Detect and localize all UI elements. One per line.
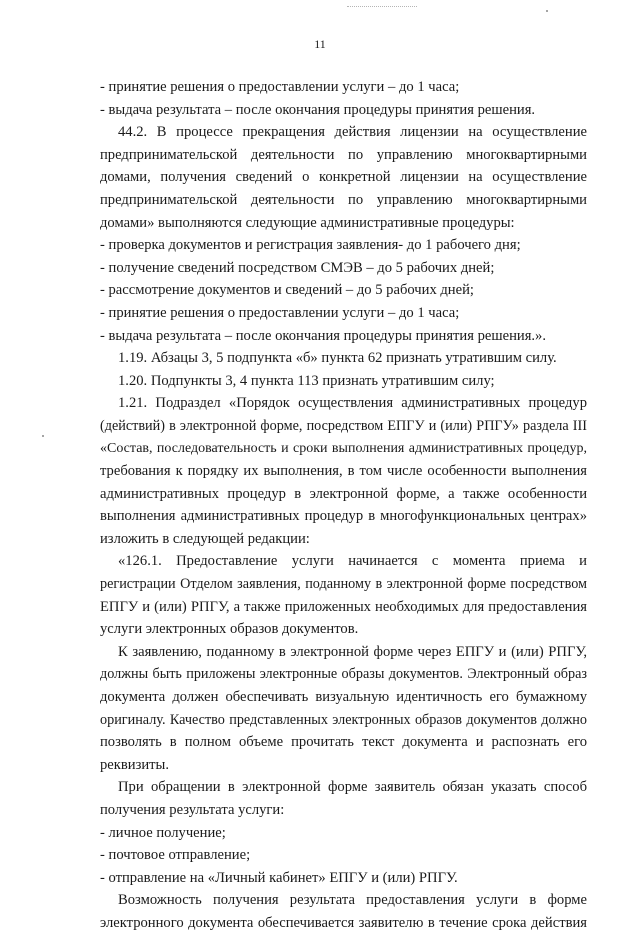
text-line: получения результата услуги:: [100, 802, 285, 818]
text-line: - отправление на «Личный кабинет» ЕПГУ и (или) РПГУ.: [100, 869, 458, 886]
text-line: (действий) в электронной форме, посредством ЕПГУ и (или) РПГУ» раздела III: [100, 417, 587, 434]
text-line: - выдача результата – после окончания процедуры принятия решения.».: [100, 327, 546, 344]
text-line: - проверка документов и регистрация заявления- до 1 рабочего дня;: [100, 237, 521, 254]
text-line: - почтовое отправление;: [100, 847, 251, 864]
text-line: документа должен обеспечивать визуальную идентичность его бумажному: [100, 689, 587, 706]
text-line: - рассмотрение документов и сведений – до 5 рабочих дней;: [100, 282, 474, 299]
text-line: «126.1. Предоставление услуги начинается с момента приема и: [118, 553, 587, 570]
text-line: 1.19. Абзацы 3, 5 подпункта «б» пункта 62 признать утратившим силу.: [118, 350, 557, 367]
text-line: - выдача результата – после окончания процедуры принятия решения.: [100, 101, 536, 118]
text-line: К заявлению, поданному в электронной форме через ЕПГУ и (или) РПГУ,: [118, 643, 587, 660]
text-line: Возможность получения результата предоставления услуги в форме: [118, 892, 587, 909]
text-line: «Состав, последовательность и сроки выполнения административных процедур,: [100, 440, 587, 456]
text-line: предпринимательской деятельности по управлению многоквартирными: [100, 191, 587, 208]
text-line: 44.2. В процессе прекращения действия лицензии на осуществление: [118, 124, 587, 141]
text-line: - принятие решения о предоставлении услуги – до 1 часа;: [100, 79, 460, 95]
text-line: оригиналу. Качество представленных электронных образов документов должно: [100, 711, 587, 728]
text-line: услуги электронных образов документов.: [100, 621, 359, 638]
text-line: домами» выполняются следующие административные процедуры:: [100, 214, 515, 231]
text-line: административных процедур в электронной форме, а также особенности: [100, 485, 587, 502]
scan-speck: [546, 10, 548, 12]
text-line: предпринимательской деятельности по управлению многоквартирными: [100, 146, 587, 163]
text-line: - получение сведений посредством СМЭВ – до 5 рабочих дней;: [100, 259, 495, 276]
page-number: 11: [314, 37, 326, 51]
text-line: изложить в следующей редакции:: [100, 530, 310, 547]
scan-speck: [42, 435, 44, 437]
scan-artifact: [347, 6, 417, 8]
text-line: должны быть приложены электронные образы документов. Электронный образ: [100, 666, 587, 683]
text-line: - личное получение;: [100, 824, 226, 841]
text-line: 1.21. Подраздел «Порядок осуществления административных процедур: [118, 395, 587, 412]
text-line: требования к порядку их выполнения, в том числе особенности выполнения: [100, 463, 587, 480]
text-line: При обращении в электронной форме заявитель обязан указать способ: [118, 779, 587, 796]
text-line: позволять в полном объеме прочитать текст документа и распознать его: [100, 734, 587, 751]
text-line: 1.20. Подпункты 3, 4 пункта 113 признать утратившим силу;: [118, 372, 495, 389]
text-line: выполнения административных процедур в многофункциональных центрах»: [100, 508, 587, 525]
text-line: электронного документа обеспечивается заявителю в течение срока действия: [100, 914, 587, 931]
text-line: регистрации Отделом заявления, поданному в электронной форме посредством: [100, 576, 587, 593]
text-line: реквизиты.: [100, 756, 169, 773]
text-line: домами, получения сведений о конкретной лицензии на осуществление: [100, 169, 587, 186]
text-line: - принятие решения о предоставлении услуги – до 1 часа;: [100, 304, 460, 321]
document-body: [100, 76, 587, 935]
text-line: ЕПГУ и (или) РПГУ, а также приложенных необходимых для предоставления: [100, 598, 587, 615]
